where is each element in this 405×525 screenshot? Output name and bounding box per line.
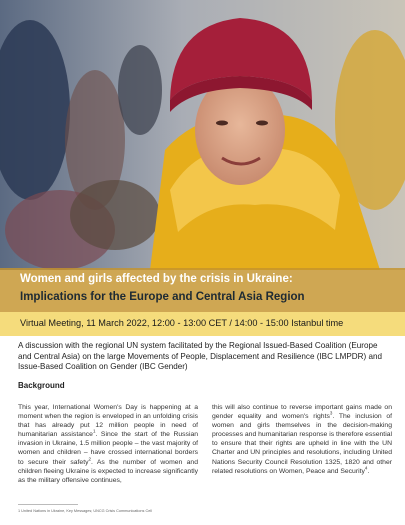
meeting-date-time: Virtual Meeting, 11 March 2022, 12:00 - 13:00 CET / 14:00 - 15:00 Istanbul time [20, 318, 344, 328]
footnote: 1 United Nations in Ukraine, Key Messages; UNCG Crisis Communications Cell [18, 509, 152, 513]
footnote-ref: 1 [92, 429, 96, 435]
background-text: . As the number of women and children fleeing Ukraine is expected to increase significantly as the military offensive continues, [18, 458, 198, 484]
footnote-divider [18, 504, 78, 505]
background-text: this will also continue to reverse important gains made on gender equality and women's rights [212, 404, 392, 421]
intro-paragraph: A discussion with the regional UN system facilitated by the Regional Issued-Based Coalition (Europe and Central Asia) on the large Movements of People, Displacement and Resilience (IBC LMPDR) and Issue-Based Coalition on Gender (IBC Gender) [18, 341, 382, 371]
document-title-line-2: Implications for the Europe and Central Asia Region [20, 291, 305, 303]
document-title-line-1: Women and girls affected by the crisis in Ukraine: [20, 273, 293, 285]
background-column-left [18, 403, 198, 485]
background-column-right [212, 403, 392, 476]
footnote-ref: 3 [329, 410, 333, 416]
footnote-ref: 4 [364, 465, 368, 471]
background-heading: Background [18, 381, 65, 390]
background-text: This year, International Women's Day is happening at a moment when the region is enveloped in an unfolding crisis that has already put 12 million people in need of humanitarian assistance [18, 404, 198, 439]
background-text: . The inclusion of women and girls themselves in the decision-making processes and humanitarian response is therefore essential to ensure that their rights are upheld in line with the UN Charter and UN principles and resolutions, including United Nations Security Council Resolution 1325, 1820 and other related resolutions on Women, Peace and Security [212, 413, 392, 475]
footnote-ref: 2 [88, 456, 92, 462]
background-text: . Since the start of the Russian invasion in Ukraine, 1.5 million people – the vast majority of women and children – have crossed international borders to secure their safety [18, 431, 199, 466]
background-text: . [367, 467, 370, 475]
